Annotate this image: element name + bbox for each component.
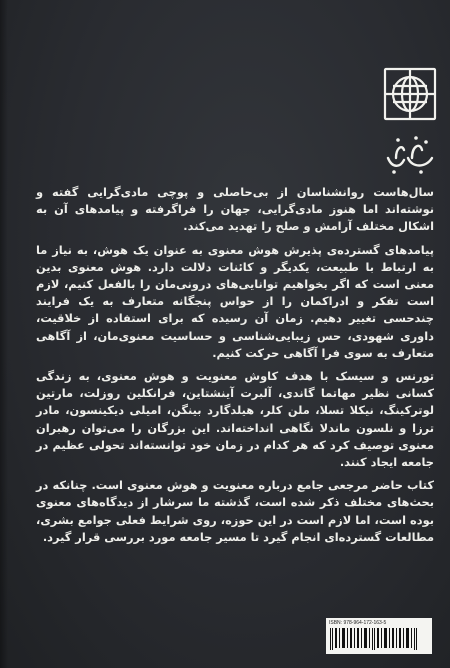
isbn-text: ISBN: 978-964-172-163-5 — [329, 620, 387, 626]
publisher-logo — [382, 66, 438, 178]
blurb-paragraph-3: تورنس و سیسک با هدف کاوش معنویت و هوش معنوی، به زندگی کسانی نظیر مهاتما گاندی، آلبرت آینشتاین، فرانکلین روزلت، مارتین لوترکینگ، نیکلا تسلا، ملن کلر، هیلدگارد بینگن، امیلی دیکینسون، مادر ترزا و نلسون ماندلا نگاهی انداخته‌اند. این بزرگان را می‌توان رهبران معنوی توصیف کرد که هر کدام در زمان خود توانسته‌اند تحولی عظیم در جامعه ایجاد کنند. — [36, 369, 434, 470]
blurb-paragraph-1: سال‌هاست روانشناسان از بی‌حاصلی و پوچی مادی‌گرایی گفته و نوشته‌اند اما هنوز مادی‌گرایی، جهان را فراگرفته و پیامدهای آن به اشکال مختلف آرامش و صلح را تهدید می‌کند. — [36, 185, 434, 234]
blurb-paragraph-2: پیامدهای گسترده‌ی پذیرش هوش معنوی به عنوان یک هوش، به نیاز ما به ارتباط با طبیعت، یکدیگر و کائنات دلالت دارد. هوش معنوی بدین معنی است که اگر بخواهیم توانایی‌های درونی‌مان را بالفعل کنیم، لازم است تفکر و ادراکمان را از حواس پنجگانه متعارف به یک فرایند چندحسی تغییر دهیم. زمان آن رسیده که برای استفاده از خلاقیت، داوری شهودی، حس زیبایی‌شناسی و حساسیت معنوی‌مان، از آگاهی متعارف به سوی فرا آگاهی حرکت کنیم. — [36, 242, 434, 360]
isbn-barcode — [326, 618, 432, 654]
blurb-paragraph-4: کتاب حاضر مرجعی جامع درباره معنویت و هوش معنوی است. چنانکه در بحث‌های مختلف ذکر شده است، گذشته ما سرشار از دیدگاه‌های معنوی بوده است، اما لازم است در این حوزه، روی شرایط فعلی جوامع بشری، مطالعات گسترده‌ای انجام گیرد تا مسیر جامعه مورد بررسی قرار گیرد. — [36, 478, 434, 544]
publisher-wordmark — [382, 128, 438, 178]
barcode-bars — [330, 628, 428, 650]
spine-shadow — [0, 0, 8, 668]
blurb-text — [36, 184, 434, 552]
